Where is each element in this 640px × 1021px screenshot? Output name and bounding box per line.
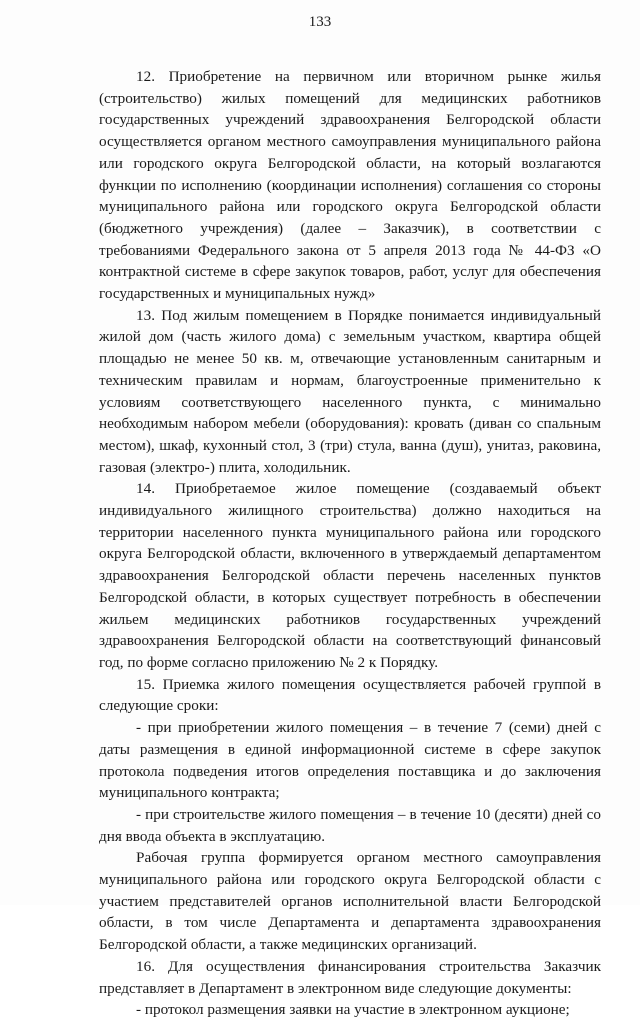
document-body — [99, 66, 601, 1021]
list-item-purchase-term: - при приобретении жилого помещения – в течение 7 (семи) дней с даты размещения в единой информационной системе в сфере закупок протокола подведения итогов определения поставщика и до заключения муниципального контракта; — [99, 719, 601, 802]
paragraph-12: 12. Приобретение на первичном или вторичном рынке жилья (строительство) жилых помещений для медицинских работников государственных учреждений здравоохранения Белгородской области осуществляется органом местного самоуправления муниципального района или городского округа Белгородской области, на который возлагаются функции по исполнению (координации исполнения) соглашения со стороны муниципального района или городского округа Белгородской области (бюджетного учреждения) (далее – Заказчик), в соответствии с требованиями Федерального закона от 5 апреля 2013 года № 44-ФЗ «О контрактной системе в сфере закупок товаров, работ, услуг для обеспечения государственных и муниципальных нужд» — [99, 68, 601, 303]
paragraph-16: 16. Для осуществления финансирования строительства Заказчик представляет в Департамент в электронном виде следующие документы: — [99, 957, 601, 997]
list-item-auction-protocol: - протокол размещения заявки на участие в электронном аукционе; — [136, 1001, 570, 1019]
paragraph-14: 14. Приобретаемое жилое помещение (создаваемый объект индивидуального жилищного строительства) должно находиться на территории населенного пункта муниципального района или городского округа Белгородской области, включенного в утверждаемый департаментом здравоохранения Белгородской области перечень населенных пунктов Белгородской области, в которых существует потребность в обеспечении жильем медицинских работников государственных учреждений здравоохранения Белгородской области на соответствующий финансовый год, по форме согласно приложению № 2 к Порядку. — [99, 480, 601, 671]
paragraph-working-group: Рабочая группа формируется органом местного самоуправления муниципального района или городского округа Белгородской области с участием представителей органов исполнительной власти Белгородской области, в том числе Департамента и департамента здравоохранения Белгородской области, а также медицинских организаций. — [99, 849, 601, 954]
paragraph-13: 13. Под жилым помещением в Порядке понимается индивидуальный жилой дом (часть жилого дома) с земельным участком, квартира общей площадью не менее 50 кв. м, отвечающие установленным санитарным и техническим правилам и нормам, благоустроенные применительно к условиям соответствующего населенного пункта, с минимально необходимым набором мебели (оборудования): кровать (диван со спальным местом), шкаф, кухонный стол, 3 (три) стула, ванна (душ), унитаз, раковина, газовая (электро-) плита, холодильник. — [99, 306, 601, 476]
list-item-construction-term: - при строительстве жилого помещения – в течение 10 (десяти) дней со дня ввода объекта в эксплуатацию. — [99, 805, 601, 845]
paragraph-15: 15. Приемка жилого помещения осуществляется рабочей группой в следующие сроки: — [99, 675, 601, 715]
page-number: 133 — [308, 14, 332, 30]
